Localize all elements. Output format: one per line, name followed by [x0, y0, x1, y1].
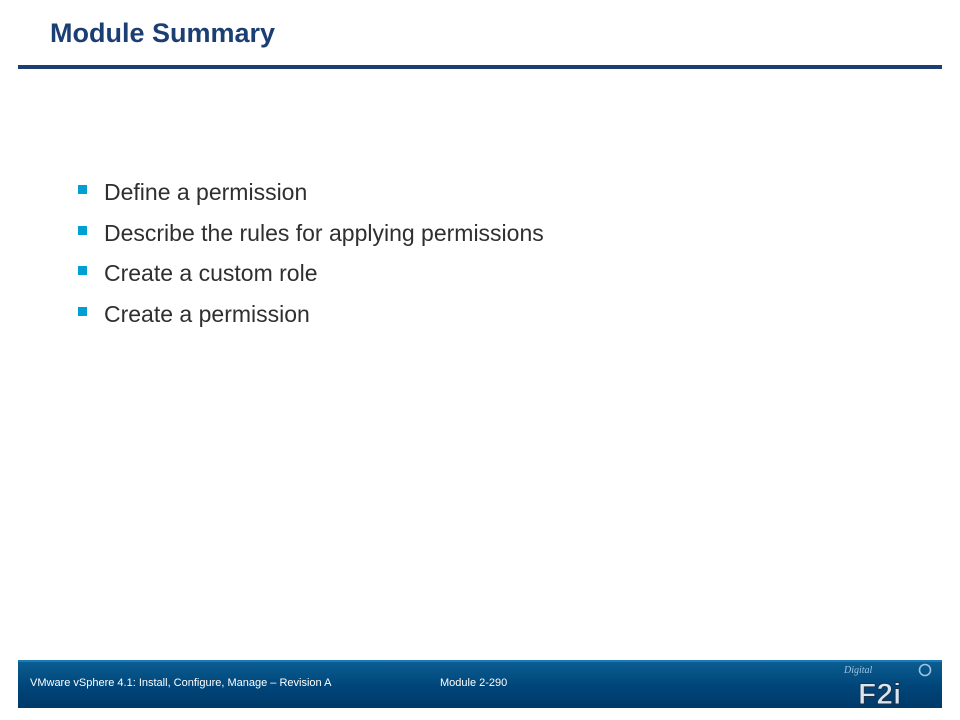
- square-bullet-icon: [78, 266, 87, 275]
- logo-wordmark: F2i: [858, 678, 902, 708]
- logo-ring-icon: [920, 665, 931, 676]
- page-title: Module Summary: [50, 18, 276, 48]
- list-item-text: Create a custom role: [104, 260, 318, 286]
- square-bullet-icon: [78, 226, 87, 235]
- f2i-logo: [838, 662, 938, 708]
- list-item-text: Create a permission: [104, 300, 310, 327]
- list-item-text: Describe the rules for applying permissions: [104, 219, 544, 246]
- footer-bar: [18, 660, 942, 708]
- list-item-text: Define a permission: [104, 179, 308, 205]
- title-divider: [18, 65, 942, 69]
- course-title: VMware vSphere 4.1: Install, Configure, Manage – Revision A: [30, 677, 332, 689]
- logo-subtext: Digital: [844, 665, 873, 676]
- page-number: Module 2-290: [440, 677, 508, 689]
- square-bullet-icon: [78, 307, 87, 316]
- square-bullet-icon: [78, 185, 87, 194]
- footer-highlight-line: [18, 660, 942, 662]
